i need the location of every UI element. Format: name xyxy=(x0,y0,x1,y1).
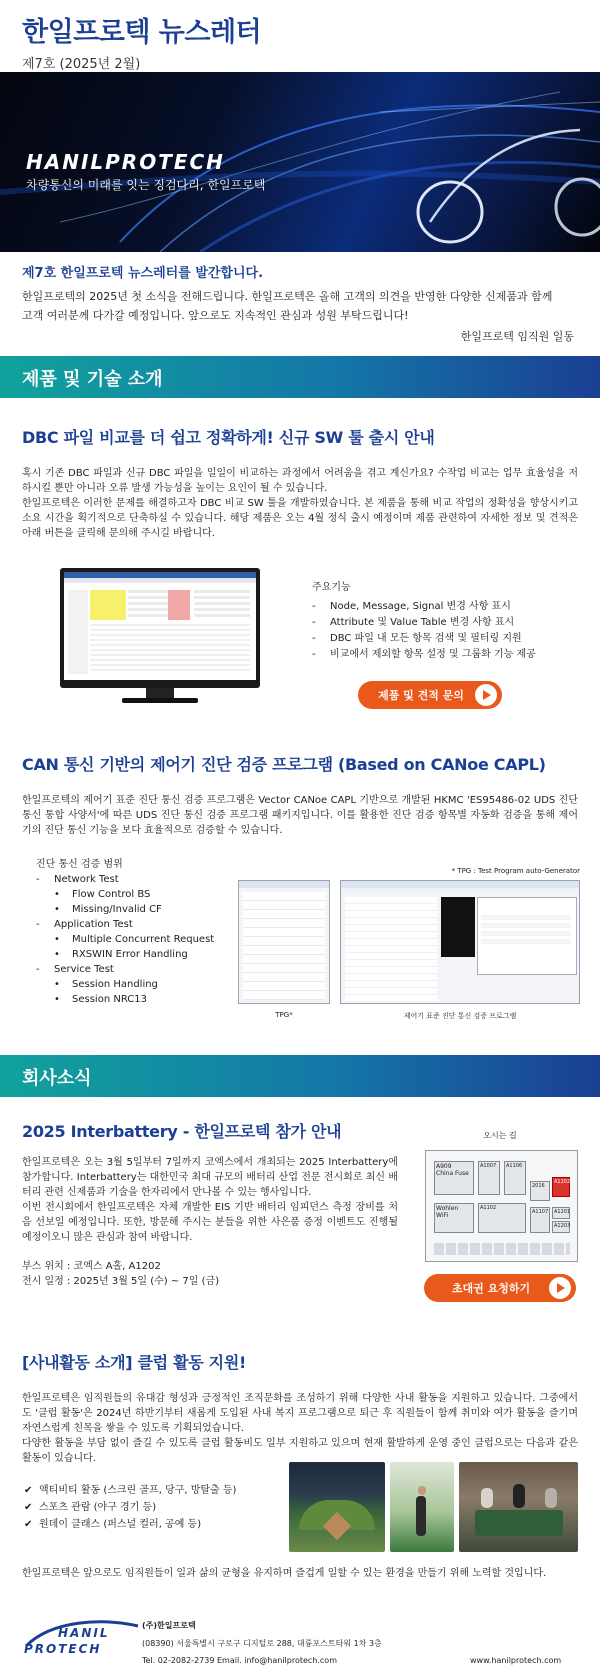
map-label: 2016 xyxy=(530,1181,550,1201)
footer-logo-top: HANIL xyxy=(58,1626,110,1640)
footer-website-link[interactable]: www.hanilprotech.com xyxy=(470,1656,562,1665)
masthead xyxy=(0,0,600,72)
feature-item: - 비교에서 제외할 항목 설정 및 그룹화 기능 제공 xyxy=(312,647,592,663)
club-paragraph-1: 한일프로텍은 임직원들의 유대감 형성과 긍정적인 조직문화를 조성하기 위해 다양한 사내 활동을 지원하고 있습니다. 그중에서도 '클럽 활동'은 2024년 하반기부터 새롭게 도입된 사내 복지 프로그램으로 퇴근 후 직원들이 함께 취미와 여가 활동을 즐기며 자연스럽게 친목을 쌓을 수 있도록 기획되었습니다. xyxy=(22,1393,578,1434)
section-band-products: 제품 및 기술 소개 xyxy=(0,356,600,398)
footer-address: (08390) 서울특별시 구로구 디지털로 288, 대륭포스트타워 1차 3층 xyxy=(142,1639,382,1648)
interbattery-paragraph-1: 한일프로텍은 오는 3월 5일부터 7일까지 코엑스에서 개최되는 2025 Interbattery에 참가합니다. Interbattery는 대한민국 최대 규모의 배터리 산업 전문 전시회로 최신 배터리 관련 신제품과 기술을 한자리에서 만나볼 수 있는 행사입니다. xyxy=(22,1157,398,1198)
scope-item: • Session NRC13 xyxy=(36,992,236,1007)
scope-group: - Service Test xyxy=(36,962,236,977)
intro-text-line2: 고객 여러분께 다가갈 예정입니다. 앞으로도 지속적인 관심과 성원 부탁드립니다! xyxy=(22,309,409,322)
screen-golf-photo xyxy=(390,1462,454,1552)
scope-item: • Missing/Invalid CF xyxy=(36,902,236,917)
map-title: 오시는 길 xyxy=(483,1131,517,1140)
diagnostic-program-caption: 제어기 표준 진단 통신 검증 프로그램 xyxy=(403,1012,517,1020)
club-closing: 한일프로텍은 앞으로도 임직원들이 일과 삶의 균형을 유지하며 즐겁게 일할 수 있는 환경을 만들기 위해 노력할 것입니다. xyxy=(22,1568,547,1579)
product-quote-inquiry-label: 제품 및 견적 문의 xyxy=(378,689,464,702)
intro-block xyxy=(0,252,600,356)
scope-item: • RXSWIN Error Handling xyxy=(36,947,236,962)
tpg-footnote: * TPG : Test Program auto-Generator xyxy=(451,867,580,875)
can-article xyxy=(0,752,600,838)
map-label: China Fuse xyxy=(436,1170,469,1177)
footer-contact[interactable]: Tel. 02-2082-2739 Email. info@hanilprotech.com xyxy=(142,1656,337,1665)
map-label: Wohlen WiFi xyxy=(434,1203,474,1233)
hero-banner xyxy=(0,72,600,252)
tpg-caption: TPG* xyxy=(275,1011,293,1019)
tpg-screenshot xyxy=(238,880,330,1004)
map-label: A1106 xyxy=(504,1161,526,1195)
newsletter-title: 한일프로텍 뉴스레터 xyxy=(22,17,262,48)
interbattery-title: 2025 Interbattery - 한일프로텍 참가 안내 xyxy=(22,1122,342,1141)
board-game-club-photo xyxy=(459,1462,578,1552)
can-paragraph-1: 한일프로텍의 제어기 표준 진단 통신 검증 프로그램은 Vector CANoe CAPL 기반으로 개발된 HKMC 'ES95486-02 UDS 진단 통신 통합 사양서'에 따른 UDS 진단 통신 검증 프로그램 패키지입니다. 이를 활용한 진단 검증 항목별 자동화 검증을 통해 제어기의 진단 통신 기능을 보다 효율적으로 검증할 수 있습니다. xyxy=(22,795,578,836)
play-icon xyxy=(475,684,497,706)
baseball-stadium-photo xyxy=(289,1462,385,1552)
can-scope-list xyxy=(36,857,236,1007)
dbc-paragraph-1: 혹시 기존 DBC 파일과 신규 DBC 파일을 일일이 비교하는 과정에서 어려움을 겪고 계신가요? 수작업 비교는 업무 효율성을 저하시킬 뿐만 아니라 오류 발생 가능성을 높이는 요인이 될 수 있습니다. xyxy=(22,468,578,494)
can-title: CAN 통신 기반의 제어기 진단 검증 프로그램 (Based on CANoe CAPL) xyxy=(22,755,546,774)
issue-label: 제7호 (2025년 2월) xyxy=(22,57,141,72)
invitation-request-button[interactable] xyxy=(424,1274,576,1302)
scope-group: - Network Test xyxy=(36,872,236,887)
hero-logo: HANILPROTECH xyxy=(26,150,225,174)
map-label: A1201 xyxy=(552,1207,570,1219)
feature-item: - DBC 파일 내 모든 항목 검색 및 필터링 지원 xyxy=(312,631,592,647)
activity-item: ✔ 스포츠 관람 (야구 경기 등) xyxy=(24,1499,284,1516)
intro-signature: 한일프로텍 임직원 일동 xyxy=(460,330,574,343)
club-article xyxy=(0,1350,600,1466)
club-title: [사내활동 소개] 클럽 활동 지원! xyxy=(22,1353,246,1372)
dbc-tool-monitor-image xyxy=(60,568,260,708)
dbc-paragraph-2: 한일프로텍은 이러한 문제를 해결하고자 DBC 비교 SW 툴을 개발하였습니다. 본 제품을 통해 비교 작업의 정확성을 향상시키고 소요 시간을 획기적으로 단축하실 수 있습니다. 해당 제품은 오는 4월 정식 출시 예정이며 제품 관련하여 자세한 정보 및 견적은 아래 버튼을 클릭해 문의해 주시길 바랍니다. xyxy=(22,498,578,539)
booth-map xyxy=(425,1150,578,1262)
footer-logo-swoosh xyxy=(22,1616,142,1666)
club-paragraph-2: 다양한 활동을 부담 없이 즐길 수 있도록 클럽 활동비도 일부 지원하고 있으며 현재 활발하게 운영 중인 클럽으로는 다음과 같은 활동이 있습니다. xyxy=(22,1438,578,1464)
scope-group: - Application Test xyxy=(36,917,236,932)
diagnostic-program-screenshot xyxy=(340,880,580,1004)
map-label: A1203 xyxy=(552,1221,570,1233)
footer xyxy=(0,1598,600,1678)
activity-item: ✔ 원데이 클래스 (퍼스널 컬러, 공예 등) xyxy=(24,1516,284,1533)
scope-item: • Flow Control BS xyxy=(36,887,236,902)
footer-logo-bottom: PROTECH xyxy=(24,1642,102,1656)
invitation-request-label: 초대권 요청하기 xyxy=(451,1282,531,1295)
activity-item: ✔ 액티비티 활동 (스크린 골프, 당구, 방탈출 등) xyxy=(24,1482,284,1499)
footer-company: (주)한일프로텍 xyxy=(142,1621,196,1630)
scope-item: • Multiple Concurrent Request xyxy=(36,932,236,947)
section-band-news: 회사소식 xyxy=(0,1055,600,1097)
map-label-highlight: A1202 xyxy=(552,1177,570,1197)
intro-heading: 제7호 한일프로텍 뉴스레터를 발간합니다. xyxy=(22,266,264,281)
product-quote-inquiry-button[interactable] xyxy=(358,681,502,709)
map-label: A1102 xyxy=(478,1203,526,1233)
scope-item: • Session Handling xyxy=(36,977,236,992)
dbc-article xyxy=(0,425,600,541)
map-label: A1107 xyxy=(530,1207,550,1233)
club-activity-list xyxy=(24,1482,284,1533)
play-icon xyxy=(549,1277,571,1299)
interbattery-body xyxy=(22,1155,398,1289)
feature-item: - Node, Message, Signal 변경 사항 표시 xyxy=(312,599,592,615)
exhibition-period: 전시 일정 : 2025년 3월 5일 (수) ~ 7일 (금) xyxy=(22,1276,220,1287)
map-label: A1007 xyxy=(478,1161,500,1195)
dbc-feature-list xyxy=(312,580,592,663)
map-label: A909 xyxy=(436,1163,452,1170)
interbattery-paragraph-2: 이번 전시회에서 한일프로텍은 자체 개발한 EIS 기반 배터리 임피던스 측정 장비를 처음 선보일 예정입니다. 또한, 방문해 주시는 분들을 위한 사은품 증정 이벤트도 진행될 예정이오니 많은 관심과 참여 바랍니다. xyxy=(22,1202,398,1243)
features-title: 주요기능 xyxy=(312,582,351,593)
dbc-title: DBC 파일 비교를 더 쉽고 정확하게! 신규 SW 툴 출시 안내 xyxy=(22,428,435,447)
hero-tagline: 차량통신의 미래를 잇는 징검다리, 한일프로텍 xyxy=(26,178,266,192)
feature-item: - Attribute 및 Value Table 변경 사항 표시 xyxy=(312,615,592,631)
intro-text-line1: 한일프로텍의 2025년 첫 소식을 전해드립니다. 한일프로텍은 올해 고객의 의견을 반영한 다양한 신제품과 함께 xyxy=(22,290,553,303)
scope-title: 진단 통신 검증 범위 xyxy=(36,859,123,870)
booth-location: 부스 위치 : 코엑스 A홀, A1202 xyxy=(22,1261,161,1272)
